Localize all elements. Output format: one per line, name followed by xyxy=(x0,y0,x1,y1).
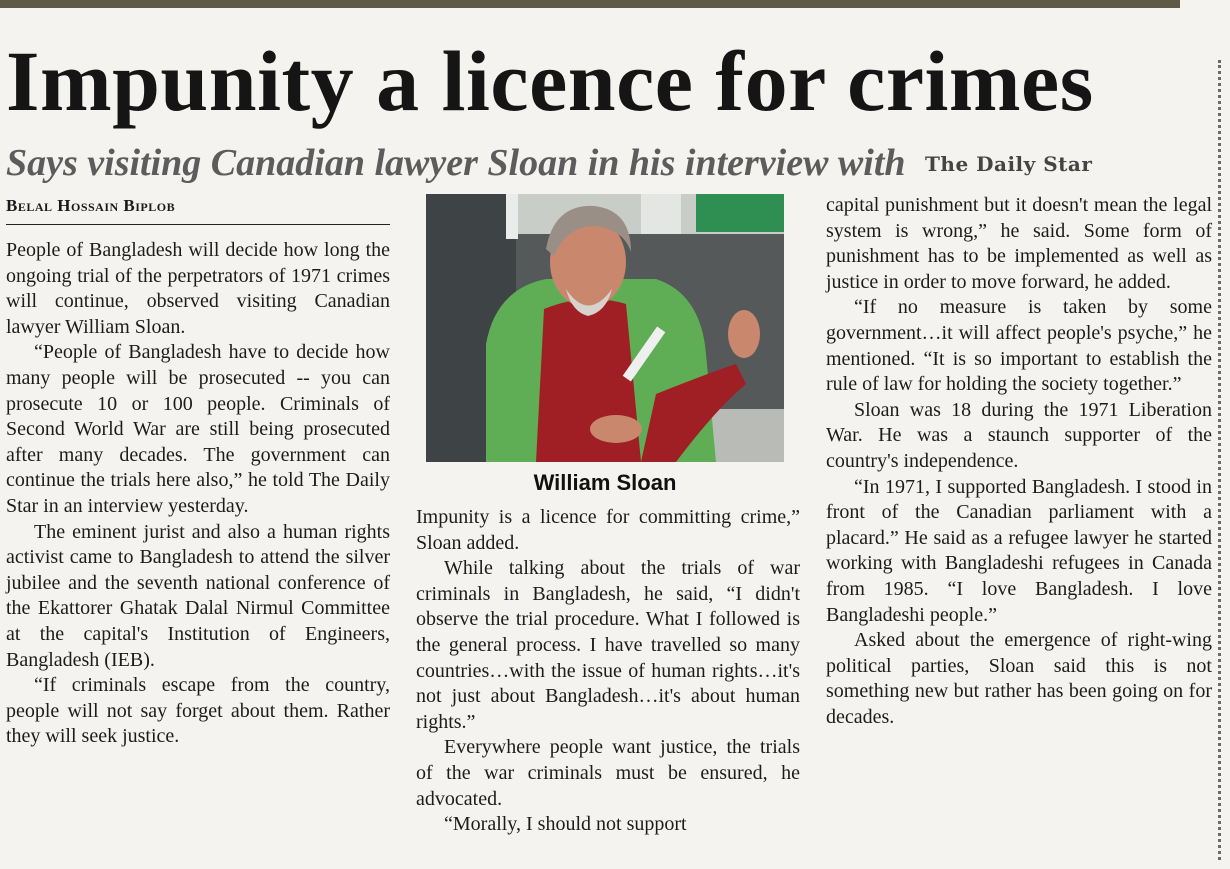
photo-illustration xyxy=(426,194,784,462)
paragraph: While talking about the trials of war criminals in Bangladesh, he said, “I didn't observe the trial procedure. What I followed is the general process. I have travelled so many countries…with the issue of human rights…it's not just about Bangladesh…it's about human rights.” xyxy=(416,557,800,733)
photo-caption: William Sloan xyxy=(533,470,677,495)
paragraph: Sloan was 18 during the 1971 Liberation War. He was a staunch supporter of the country's independence. xyxy=(826,398,1212,472)
paragraph: “If criminals escape from the country, people will not say forget about them. Rather they will seek justice. xyxy=(6,674,390,748)
headline: Impunity a licence for crimes xyxy=(6,33,1094,129)
paragraph: “People of Bangladesh have to decide how many people will be prosecuted -- you can prosecute 10 or 100 people. Criminals of Second World War are still being prosecuted after many decades. The government can continue the trials here also,” he told The Daily Star in an interview yesterday. xyxy=(6,341,390,517)
paragraph: “In 1971, I supported Bangladesh. I stood in front of the Canadian parliament with a placard.” He said as a refugee lawyer he started working with Bangladeshi refugees in Canada from 1985. “I love Bangladesh. I love Bangladeshi people.” xyxy=(826,475,1212,626)
paragraph: “If no measure is taken by some government…it will affect people's psyche,” he mentioned. “It is so important to establish the rule of law for holding the society together.” xyxy=(826,296,1212,396)
paragraph: People of Bangladesh will decide how long the ongoing trial of the perpetrators of 1971 crimes will continue, observed visiting Canadian lawyer William Sloan. xyxy=(6,239,390,338)
photo-william-sloan xyxy=(426,194,784,462)
paragraph: The eminent jurist and also a human rights activist came to Bangladesh to attend the silver jubilee and the seventh national conference of the Ekattorer Ghatak Dalal Nirmul Committee at the capital's Institution of Engineers, Bangladesh (IEB). xyxy=(6,520,390,671)
paragraph: “Morally, I should not support xyxy=(444,813,687,836)
kicker-text: Says visiting Canadian lawyer Sloan in his interview with xyxy=(6,142,906,184)
article-column-1 xyxy=(6,238,390,750)
paragraph: Everywhere people want justice, the trials of the war criminals must be ensured, he advocated. xyxy=(416,736,800,810)
paragraph: Asked about the emergence of right-wing political parties, Sloan said this is not something new but rather has been going on for decades. xyxy=(826,629,1212,728)
paragraph: Impunity is a licence for committing crime,” Sloan added. xyxy=(416,506,800,554)
paragraph: capital punishment but it doesn't mean the legal system is wrong,” he said. Some form of punishment has to be implemented as well as justice in order to move forward, he added. xyxy=(826,194,1212,293)
kicker xyxy=(6,140,1206,187)
article-column-2 xyxy=(416,505,800,838)
article-column-3 xyxy=(826,193,1212,730)
byline: Belal Hossain Biplob xyxy=(6,196,390,225)
cut-edge-dotted-line xyxy=(1218,60,1221,860)
top-rule xyxy=(0,0,1180,8)
daily-star-logo: The Daily Star xyxy=(925,152,1093,176)
